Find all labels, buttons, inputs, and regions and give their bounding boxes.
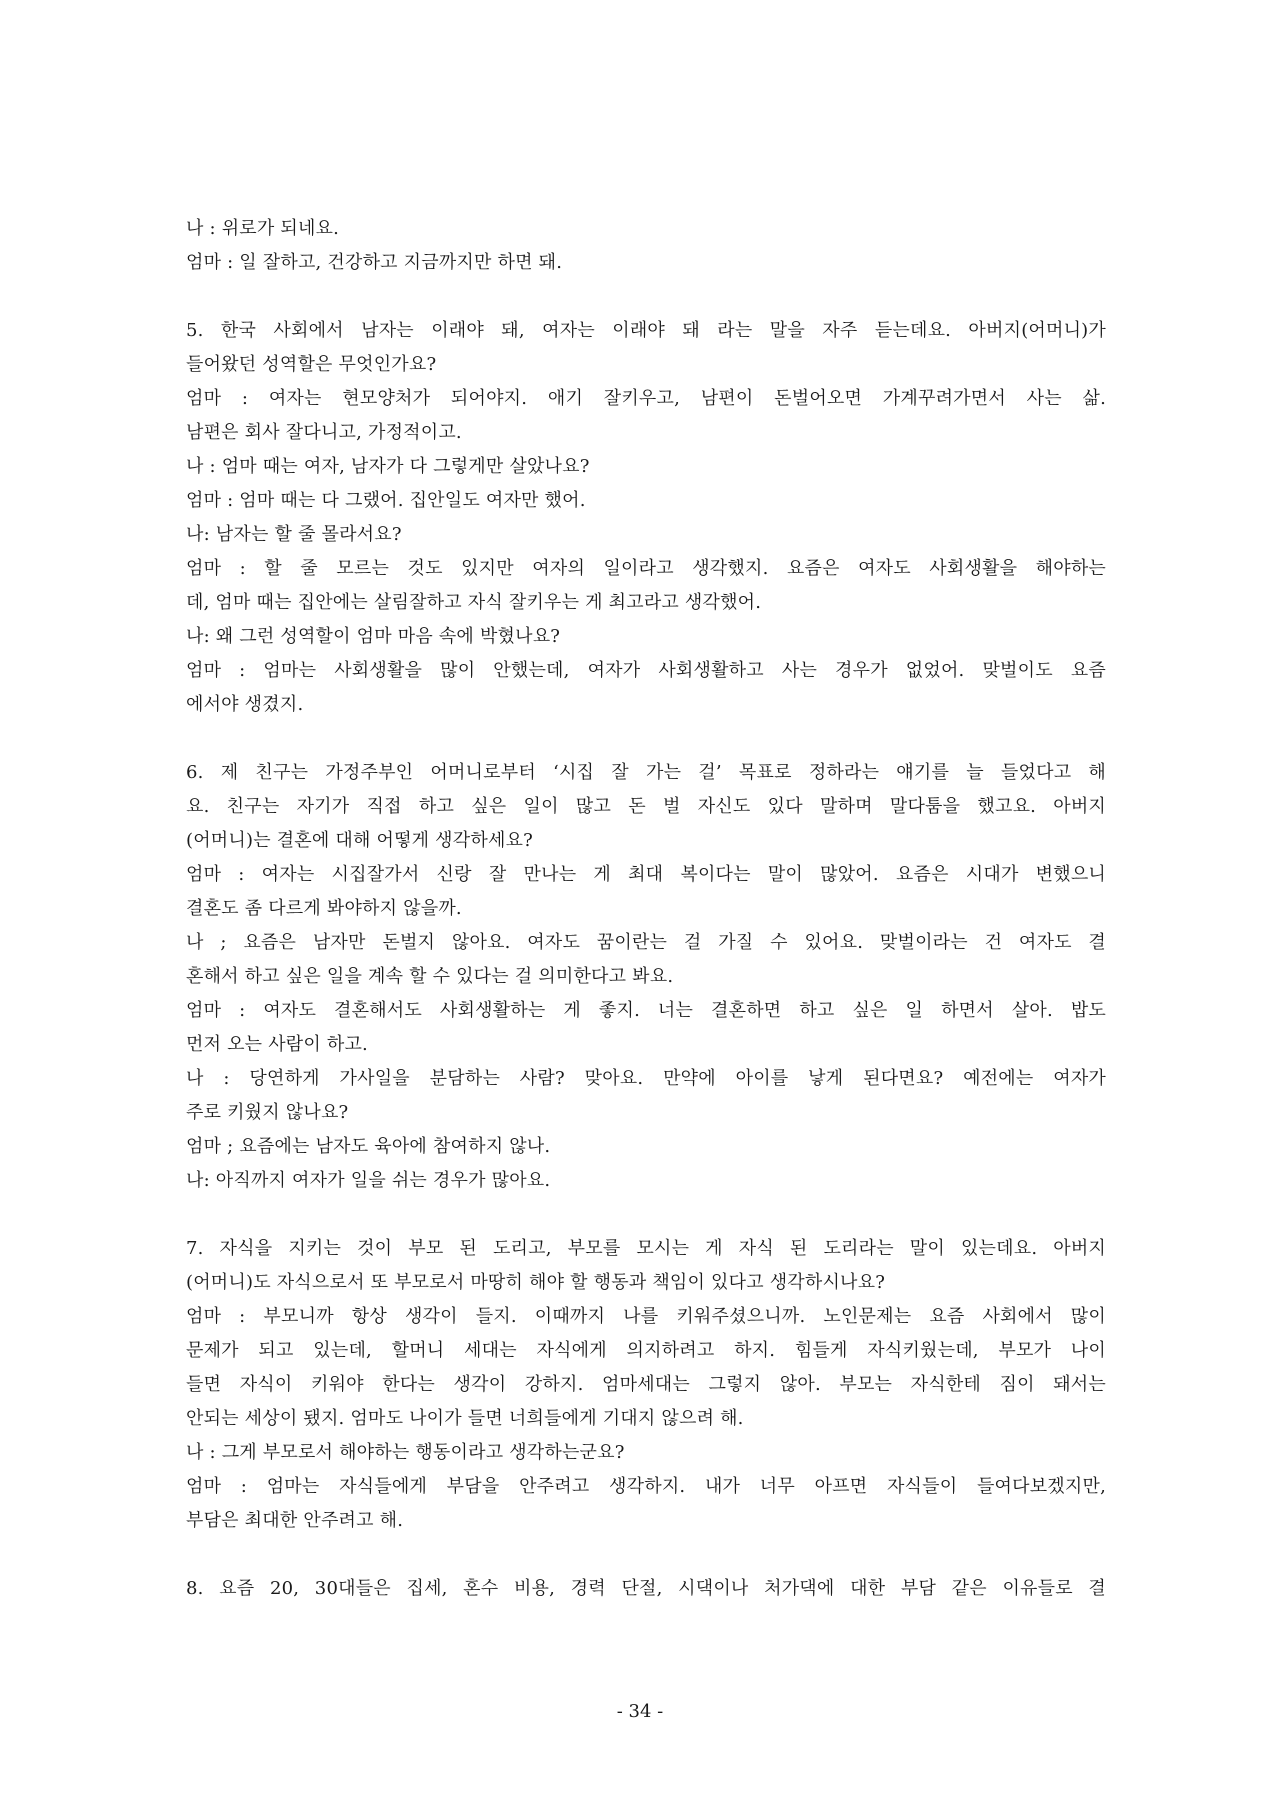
text-line: 들어왔던 성역할은 무엇인가요? bbox=[186, 354, 437, 375]
text-line: 엄마 : 여자도 결혼해서도 사회생활하는 게 좋지. 너는 결혼하면 하고 싶은 일 하면서 살아. 밥도 bbox=[186, 1000, 1106, 1021]
text-line: 5. 한국 사회에서 남자는 이래야 돼, 여자는 이래야 돼 라는 말을 자주 듣는데요. 아버지(어머니)가 bbox=[186, 320, 1106, 341]
text-line: 엄마 : 할 줄 모르는 것도 있지만 여자의 일이라고 생각했지. 요즘은 여자도 사회생활을 해야하는 bbox=[186, 558, 1106, 579]
text-line: 문제가 되고 있는데, 할머니 세대는 자식에게 의지하려고 하지. 힘들게 자식키웠는데, 부모가 나이 bbox=[186, 1340, 1106, 1361]
paragraph-spacer bbox=[186, 1198, 1106, 1232]
text-line: 혼해서 하고 싶은 일을 계속 할 수 있다는 걸 의미한다고 봐요. bbox=[186, 966, 674, 987]
text-line: 엄마 : 엄마는 자식들에게 부담을 안주려고 생각하지. 내가 너무 아프면 자식들이 들여다보겠지만, bbox=[186, 1476, 1106, 1497]
text-line: 나 ; 요즘은 남자만 돈벌지 않아요. 여자도 꿈이란는 걸 가질 수 있어요. 맞벌이라는 건 여자도 결 bbox=[186, 932, 1106, 953]
text-line: 엄마 : 여자는 현모양처가 되어야지. 애기 잘키우고, 남편이 돈벌어오면 가계꾸려가면서 사는 삶. bbox=[186, 388, 1106, 409]
text-line: 요. 친구는 자기가 직접 하고 싶은 일이 많고 돈 벌 자신도 있다 말하며 말다툼을 했고요. 아버지 bbox=[186, 796, 1106, 817]
text-line: 엄마 : 일 잘하고, 건강하고 지금까지만 하면 돼. bbox=[186, 252, 563, 273]
text-line: 부담은 최대한 안주려고 해. bbox=[186, 1510, 404, 1531]
text-line: 엄마 : 여자는 시집잘가서 신랑 잘 만나는 게 최대 복이다는 말이 많았어. 요즘은 시대가 변했으니 bbox=[186, 864, 1106, 885]
text-line: 엄마 ; 요즘에는 남자도 육아에 참여하지 않나. bbox=[186, 1136, 551, 1157]
text-line: 나 : 엄마 때는 여자, 남자가 다 그렇게만 살았나요? bbox=[186, 456, 590, 477]
text-line: 나 : 위로가 되네요. bbox=[186, 218, 340, 239]
text-line: 7. 자식을 지키는 것이 부모 된 도리고, 부모를 모시는 게 자식 된 도리라는 말이 있는데요. 아버지 bbox=[186, 1238, 1106, 1259]
text-line: (어머니)는 결혼에 대해 어떻게 생각하세요? bbox=[186, 830, 533, 851]
text-line: 엄마 : 부모니까 항상 생각이 들지. 이때까지 나를 키워주셨으니까. 노인문제는 요즘 사회에서 많이 bbox=[186, 1306, 1106, 1327]
paragraph-spacer bbox=[186, 280, 1106, 314]
text-line: 남편은 회사 잘다니고, 가정적이고. bbox=[186, 422, 462, 443]
text-line: (어머니)도 자식으로서 또 부모로서 마땅히 해야 할 행동과 책임이 있다고 생각하시나요? bbox=[186, 1272, 886, 1293]
text-line: 나 : 당연하게 가사일을 분담하는 사람? 맞아요. 만약에 아이를 낳게 된다면요? 예전에는 여자가 bbox=[186, 1068, 1106, 1089]
paragraph-spacer bbox=[186, 1538, 1106, 1572]
text-line: 나: 왜 그런 성역할이 엄마 마음 속에 박혔나요? bbox=[186, 626, 561, 647]
text-line: 주로 키웠지 않나요? bbox=[186, 1102, 349, 1123]
text-line: 나 : 그게 부모로서 해야하는 행동이라고 생각하는군요? bbox=[186, 1442, 625, 1463]
text-line: 나: 남자는 할 줄 몰라서요? bbox=[186, 524, 402, 545]
text-line: 엄마 : 엄마 때는 다 그랬어. 집안일도 여자만 했어. bbox=[186, 490, 586, 511]
text-line: 들면 자식이 키워야 한다는 생각이 강하지. 엄마세대는 그렇지 않아. 부모는 자식한테 짐이 돼서는 bbox=[186, 1374, 1106, 1395]
text-line: 엄마 : 엄마는 사회생활을 많이 안했는데, 여자가 사회생활하고 사는 경우가 없었어. 맞벌이도 요즘 bbox=[186, 660, 1106, 681]
text-line: 6. 제 친구는 가정주부인 어머니로부터 ‘시집 잘 가는 걸’ 목표로 정하라는 얘기를 늘 들었다고 해 bbox=[186, 762, 1106, 783]
paragraph-spacer bbox=[186, 722, 1106, 756]
text-line: 결혼도 좀 다르게 봐야하지 않을까. bbox=[186, 898, 462, 919]
document-body bbox=[186, 212, 1106, 1606]
text-line: 나: 아직까지 여자가 일을 쉬는 경우가 많아요. bbox=[186, 1170, 551, 1191]
page-number: - 34 - bbox=[616, 1701, 664, 1722]
text-line: 에서야 생겼지. bbox=[186, 694, 304, 715]
text-line: 데, 엄마 때는 집안에는 살림잘하고 자식 잘키우는 게 최고라고 생각했어. bbox=[186, 592, 762, 613]
text-line: 먼저 오는 사람이 하고. bbox=[186, 1034, 368, 1055]
text-line: 안되는 세상이 됐지. 엄마도 나이가 들면 너희들에게 기대지 않으려 해. bbox=[186, 1408, 744, 1429]
text-line: 8. 요즘 20, 30대들은 집세, 혼수 비용, 경력 단절, 시댁이나 처가댁에 대한 부담 같은 이유들로 결 bbox=[186, 1578, 1106, 1599]
